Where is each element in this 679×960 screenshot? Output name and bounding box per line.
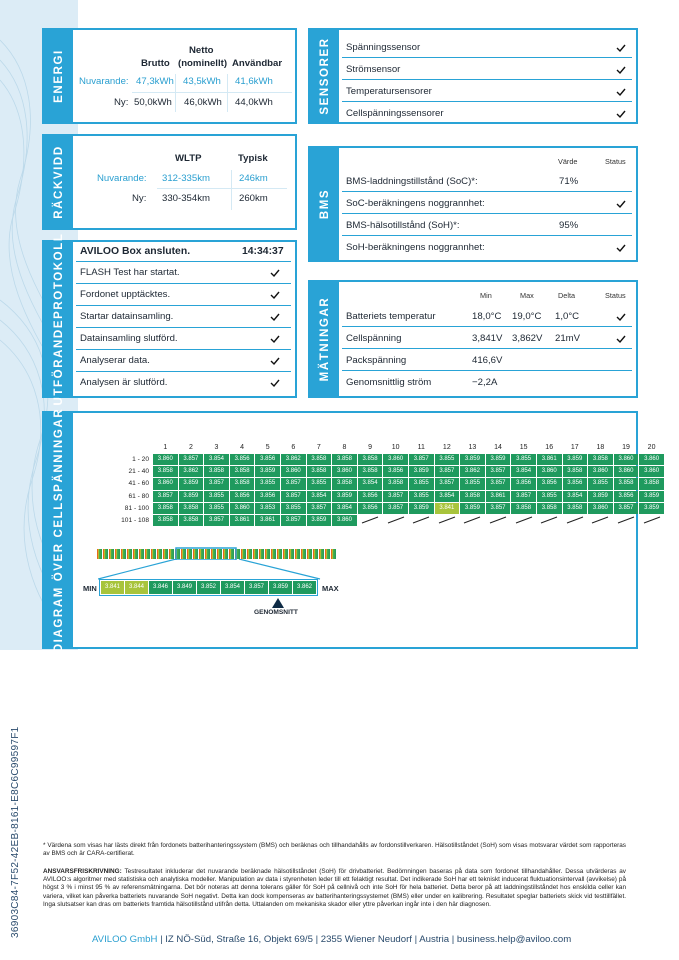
footer-address — [92, 934, 571, 945]
check-icon — [616, 43, 626, 53]
scale-cell: 3.862 — [293, 581, 316, 594]
empty-cell — [639, 515, 664, 526]
meas-cell-label: Cellspänning — [346, 333, 402, 344]
meas-pack-label: Packspänning — [346, 355, 407, 366]
voltage-scale — [99, 579, 318, 596]
protocol-time: 14:34:37 — [242, 246, 284, 257]
sensor-temperature: Temperatursensorer — [346, 86, 432, 97]
range-header-wltp: WLTP — [175, 153, 202, 164]
energy-current-usable: 41,6kWh — [235, 76, 273, 87]
cell-voltage: 3.858 — [307, 466, 332, 477]
gradient-segment — [301, 549, 306, 559]
cell-voltage: 3.858 — [153, 466, 178, 477]
meas-header-max: Max — [520, 291, 534, 300]
gradient-segment — [217, 549, 222, 559]
gradient-segment — [289, 549, 294, 559]
cell-row — [114, 478, 664, 489]
cell-voltage: 3.856 — [383, 466, 408, 477]
gradient-segment — [205, 549, 210, 559]
cell-voltage: 3.859 — [332, 491, 357, 502]
footnote: * Värdena som visas har lästs direkt från fordonets batterihanteringssystem (BMS) och beräknas och tillhandahålls av fordonstillverkaren. Hälsotillståndet (SoH) som visas motsvarar värdet som rapporteras av BMS och är CARA-certifierat. — [43, 842, 626, 858]
cell-voltage: 3.857 — [435, 478, 460, 489]
scale-cell: 3.841 — [101, 581, 124, 594]
check-icon — [270, 268, 280, 278]
cell-voltage: 3.859 — [460, 454, 485, 465]
column-header: 19 — [622, 444, 630, 451]
gradient-segment — [157, 549, 162, 559]
gradient-segment — [277, 549, 282, 559]
gradient-segment — [115, 549, 120, 559]
gradient-segment — [265, 549, 270, 559]
row-label: 1 - 20 — [132, 456, 149, 464]
cell-voltage: 3.858 — [460, 491, 485, 502]
bms-soc-accuracy-label: SoC-beräkningens noggrannhet: — [346, 198, 485, 209]
cell-voltage: 3.857 — [204, 515, 229, 526]
gradient-segment — [223, 549, 228, 559]
cell-voltage: 3.858 — [230, 466, 255, 477]
scale-cell: 3.852 — [197, 581, 220, 594]
cell-voltage: 3.861 — [486, 491, 511, 502]
average-marker-icon — [272, 598, 284, 608]
empty-cell — [460, 515, 485, 526]
cell-voltage: 3.856 — [537, 478, 562, 489]
cell-voltage: 3.860 — [588, 466, 613, 477]
cell-voltage: 3.858 — [563, 466, 588, 477]
range-panel — [42, 134, 297, 230]
gradient-segment — [181, 549, 186, 559]
gradient-segment — [313, 549, 318, 559]
column-header: 17 — [570, 444, 579, 451]
bms-panel — [308, 146, 638, 262]
scale-cell: 3.857 — [245, 581, 268, 594]
check-icon — [616, 109, 626, 119]
cell-voltage: 3.859 — [307, 515, 332, 526]
cell-voltage: 3.859 — [179, 491, 204, 502]
bms-soc-label: BMS-laddningstillstånd (SoC)*: — [346, 176, 478, 187]
cell-voltage: 3.855 — [511, 454, 536, 465]
protocol-panel — [42, 232, 297, 406]
scale-cell: 3.854 — [221, 581, 244, 594]
cell-diagram-title: DIAGRAM ÖVER CELLSPÄNNINGAR — [52, 407, 65, 653]
check-icon — [270, 356, 280, 366]
gradient-segment — [271, 549, 276, 559]
column-header: 5 — [265, 444, 270, 451]
bms-header-status: Status — [605, 157, 626, 166]
cell-voltage: 3.857 — [153, 491, 178, 502]
check-icon — [270, 378, 280, 388]
cell-voltage: 3.857 — [307, 503, 332, 514]
cell-voltage: 3.856 — [358, 491, 383, 502]
empty-cell — [409, 515, 434, 526]
gradient-segment — [319, 549, 324, 559]
gradient-segment — [211, 549, 216, 559]
protocol-item: Datainsamling slutförd. — [80, 333, 178, 344]
range-new-wltp: 330-354km — [162, 193, 210, 204]
cell-voltage: 3.854 — [435, 491, 460, 502]
gradient-segment — [199, 549, 204, 559]
cell-voltage: 3.861 — [230, 515, 255, 526]
range-title: RÄCKVIDD — [52, 145, 65, 219]
column-header: 11 — [417, 444, 425, 451]
energy-header-netto-sub: (nominellt) — [178, 58, 228, 69]
bms-soc-value: 71% — [559, 176, 579, 187]
gradient-segment — [139, 549, 144, 559]
gradient-segment — [193, 549, 198, 559]
cell-voltage: 3.862 — [281, 454, 306, 465]
cell-voltage: 3.859 — [588, 491, 613, 502]
column-header: 7 — [316, 444, 321, 451]
cell-voltage: 3.854 — [511, 466, 536, 477]
column-header: 4 — [240, 444, 245, 451]
cell-voltage: 3.854 — [563, 491, 588, 502]
row-label: 41 - 60 — [128, 480, 149, 488]
cell-voltage: 3.860 — [153, 478, 178, 489]
range-header-typical: Typisk — [238, 153, 268, 164]
gradient-segment — [121, 549, 126, 559]
cell-row — [114, 466, 664, 477]
meas-temp-max: 19,0°C — [512, 311, 542, 322]
protocol-item: FLASH Test har startat. — [80, 267, 180, 278]
scale-cell: 3.859 — [269, 581, 292, 594]
gradient-segment — [241, 549, 246, 559]
cell-row — [114, 503, 664, 514]
cell-voltage: 3.858 — [179, 503, 204, 514]
gradient-segment — [151, 549, 156, 559]
cell-voltage: 3.859 — [639, 491, 664, 502]
gradient-segment — [283, 549, 288, 559]
energy-current-brutto: 47,3kWh — [136, 76, 174, 87]
meas-cell-max: 3,862V — [512, 333, 543, 344]
cell-voltage: 3.860 — [614, 454, 639, 465]
cell-voltage: 3.861 — [255, 515, 280, 526]
cell-voltage: 3.857 — [435, 466, 460, 477]
cell-voltage: 3.860 — [614, 466, 639, 477]
disclaimer — [43, 868, 626, 909]
cell-voltage: 3.857 — [614, 503, 639, 514]
gradient-segment — [229, 549, 234, 559]
meas-header-delta: Delta — [558, 291, 576, 300]
gradient-segment — [145, 549, 150, 559]
meas-temp-delta: 1,0°C — [555, 311, 580, 322]
cell-voltage: 3.857 — [409, 454, 434, 465]
empty-cell — [537, 515, 562, 526]
energy-new-label: Ny: — [114, 97, 129, 108]
energy-new-netto: 46,0kWh — [184, 97, 222, 108]
gradient-segment — [253, 549, 258, 559]
check-icon — [616, 199, 626, 209]
empty-cell — [486, 515, 511, 526]
protocol-item: Analyserar data. — [80, 355, 150, 366]
range-current-typical: 246km — [239, 173, 268, 184]
cell-voltage: 3.858 — [153, 515, 178, 526]
check-icon — [616, 65, 626, 75]
cell-voltage: 3.855 — [588, 478, 613, 489]
bms-title: BMS — [318, 188, 331, 220]
disclaimer-title: ANSVARSFRISKRIVNING: — [43, 868, 122, 875]
cell-voltage: 3.856 — [255, 491, 280, 502]
energy-header-brutto: Brutto — [141, 58, 170, 69]
column-header: 10 — [391, 444, 400, 451]
cell-voltage: 3.857 — [179, 454, 204, 465]
column-header: 20 — [647, 444, 656, 451]
energy-new-brutto: 50,0kWh — [134, 97, 172, 108]
meas-temp-label: Batteriets temperatur — [346, 311, 436, 322]
column-header: 8 — [342, 444, 347, 451]
cell-voltage: 3.861 — [537, 454, 562, 465]
cell-voltage: 3.859 — [639, 503, 664, 514]
cell-voltage: 3.855 — [435, 454, 460, 465]
column-header: 2 — [188, 444, 193, 451]
range-current-wltp: 312-335km — [162, 173, 210, 184]
cell-voltage: 3.858 — [358, 454, 383, 465]
cell-voltage: 3.855 — [460, 478, 485, 489]
scale-cell: 3.846 — [149, 581, 172, 594]
check-icon — [616, 312, 626, 322]
meas-current-value: −2,2A — [472, 377, 498, 388]
cell-voltage: 3.859 — [409, 503, 434, 514]
cell-voltage: 3.856 — [511, 478, 536, 489]
scale-cell: 3.844 — [125, 581, 148, 594]
meas-header-min: Min — [480, 291, 492, 300]
cell-voltage: 3.860 — [639, 454, 664, 465]
column-header: 12 — [442, 444, 451, 451]
cell-voltage: 3.855 — [281, 503, 306, 514]
meas-temp-min: 18,0°C — [472, 311, 502, 322]
meas-current-label: Genomsnittlig ström — [346, 377, 432, 388]
cell-voltage: 3.854 — [358, 478, 383, 489]
energy-title: ENERGI — [52, 49, 65, 103]
cell-voltage: 3.855 — [409, 478, 434, 489]
cell-voltage: 3.858 — [537, 503, 562, 514]
cell-voltage: 3.858 — [153, 503, 178, 514]
cell-voltage: 3.856 — [563, 478, 588, 489]
gradient-segment — [247, 549, 252, 559]
cell-voltage: 3.859 — [255, 466, 280, 477]
cell-voltage: 3.857 — [281, 491, 306, 502]
row-label: 81 - 100 — [124, 504, 149, 512]
row-label: 61 - 80 — [128, 492, 149, 500]
cell-voltage: 3.856 — [230, 491, 255, 502]
energy-panel — [42, 28, 297, 124]
cell-voltage: 3.859 — [563, 454, 588, 465]
column-header: 15 — [519, 444, 528, 451]
footer-rest: | IZ NÖ-Süd, Straße 16, Objekt 69/5 | 2355 Wiener Neudorf | Austria | business.help@aviloo.com — [157, 934, 572, 945]
cell-voltage: 3.857 — [383, 491, 408, 502]
protocol-item: Startar datainsamling. — [80, 311, 174, 322]
cell-voltage-grid — [113, 441, 665, 527]
meas-cell-min: 3,841V — [472, 333, 503, 344]
cell-voltage: 3.858 — [204, 466, 229, 477]
cell-voltage: 3.857 — [486, 503, 511, 514]
empty-cell — [614, 515, 639, 526]
check-icon — [270, 290, 280, 300]
cell-voltage: 3.857 — [204, 478, 229, 489]
cell-voltage: 3.857 — [281, 515, 306, 526]
bms-soh-value: 95% — [559, 220, 579, 231]
cell-voltage: 3.858 — [383, 478, 408, 489]
cell-voltage: 3.858 — [588, 454, 613, 465]
column-header: 9 — [368, 444, 372, 451]
bms-header-value: Värde — [558, 157, 578, 166]
cell-row — [114, 515, 664, 526]
cell-voltage: 3.862 — [179, 466, 204, 477]
column-header: 14 — [494, 444, 502, 451]
cell-voltage: 3.841 — [435, 503, 460, 514]
empty-cell — [563, 515, 588, 526]
cell-voltage: 3.860 — [281, 466, 306, 477]
gradient-segment — [133, 549, 138, 559]
gradient-segment — [307, 549, 312, 559]
cell-voltage: 3.859 — [460, 503, 485, 514]
cell-voltage: 3.858 — [358, 466, 383, 477]
sensor-voltage: Spänningssensor — [346, 42, 421, 53]
cell-voltage: 3.857 — [511, 491, 536, 502]
cell-voltage: 3.854 — [307, 491, 332, 502]
cell-voltage: 3.860 — [639, 466, 664, 477]
protocol-item: Fordonet upptäcktes. — [80, 289, 171, 300]
range-current-label: Nuvarande: — [97, 173, 147, 184]
cell-voltage: 3.854 — [204, 454, 229, 465]
gradient-segment — [187, 549, 192, 559]
check-icon — [616, 243, 626, 253]
cell-voltage: 3.858 — [307, 454, 332, 465]
cell-voltage: 3.856 — [230, 454, 255, 465]
range-new-label: Ny: — [132, 193, 147, 204]
gradient-segment — [169, 549, 174, 559]
sensor-cell-voltage: Cellspänningssensorer — [346, 108, 444, 119]
cell-voltage: 3.854 — [332, 503, 357, 514]
gradient-segment — [103, 549, 108, 559]
energy-new-usable: 44,0kWh — [235, 97, 273, 108]
cell-voltage: 3.857 — [383, 503, 408, 514]
cell-voltage: 3.855 — [307, 478, 332, 489]
column-header: 3 — [214, 444, 219, 451]
cell-voltage: 3.858 — [614, 478, 639, 489]
measurements-panel — [308, 280, 638, 398]
cell-voltage: 3.857 — [486, 478, 511, 489]
footer-company: AVILOO GmbH — [92, 934, 158, 945]
row-label: 101 - 108 — [121, 517, 149, 525]
cell-voltage: 3.858 — [332, 478, 357, 489]
empty-cell — [435, 515, 460, 526]
protocol-heading: AVILOO Box ansluten. — [80, 246, 191, 257]
check-icon — [616, 87, 626, 97]
cell-voltage: 3.855 — [409, 491, 434, 502]
column-header: 16 — [545, 444, 554, 451]
cell-voltage: 3.855 — [204, 491, 229, 502]
cell-voltage: 3.860 — [588, 503, 613, 514]
empty-cell — [358, 515, 383, 526]
energy-current-netto: 43,5kWh — [183, 76, 221, 87]
cell-voltage: 3.857 — [486, 466, 511, 477]
gradient-segment — [259, 549, 264, 559]
cell-voltage: 3.860 — [332, 515, 357, 526]
empty-cell — [383, 515, 408, 526]
gradient-segment — [331, 549, 336, 559]
cell-voltage: 3.858 — [179, 515, 204, 526]
cell-voltage: 3.859 — [486, 454, 511, 465]
cell-voltage: 3.858 — [563, 503, 588, 514]
column-header: 6 — [291, 444, 296, 451]
cell-voltage: 3.859 — [409, 466, 434, 477]
meas-cell-delta: 21mV — [555, 333, 581, 344]
energy-header-usable: Användbar — [232, 58, 283, 69]
check-icon — [270, 312, 280, 322]
cell-voltage: 3.860 — [153, 454, 178, 465]
column-header: 18 — [596, 444, 605, 451]
cell-voltage: 3.853 — [255, 503, 280, 514]
gradient-segment — [127, 549, 132, 559]
cell-voltage: 3.858 — [332, 454, 357, 465]
cell-voltage: 3.855 — [255, 478, 280, 489]
scale-cell: 3.849 — [173, 581, 196, 594]
sensor-current: Strömsensor — [346, 64, 401, 75]
cell-voltage: 3.855 — [204, 503, 229, 514]
scale-max-label: MAX — [322, 584, 339, 593]
cell-row — [114, 454, 664, 465]
gradient-segment — [295, 549, 300, 559]
gradient-segment — [97, 549, 102, 559]
row-label: 21 - 40 — [128, 468, 149, 476]
column-header: 13 — [468, 444, 477, 451]
cell-voltage: 3.860 — [332, 466, 357, 477]
cell-row — [114, 491, 664, 502]
measurements-title: MÄTNINGAR — [318, 296, 331, 382]
cell-voltage: 3.856 — [255, 454, 280, 465]
zoom-connector — [98, 559, 323, 581]
bms-soh-accuracy-label: SoH-beräkningens noggrannhet: — [346, 242, 485, 253]
range-new-typical: 260km — [239, 193, 268, 204]
gradient-segment — [109, 549, 114, 559]
empty-cell — [588, 515, 613, 526]
energy-header-netto: Netto — [189, 45, 214, 56]
cell-voltage: 3.862 — [460, 466, 485, 477]
disclaimer-text: Testresultatet inkluderar det nuvarande beräknade hälsotillståndet (SoH) för drivbatteriet. Bedömningen baseras på data som fordonet tillhandahåller. Dessa utvärderas av AVILOO:s algoritmer med statistiska och analytiska modeller. Manipulation av data i styrenheten leder till ett felaktigt resultat. Det indikerade SoH har ett tekniskt inducerat fluktuationsintervall (avvikelse) på högst 3 % i minst 95 % av referensmätningarna. Det bör noteras att denna tolerans gäller för SoH på cellnivå och inte SoH för hela batteriet. Detta beror på att laddningstillståndet hos enskilda celler kan variera, vilket kan påverka batteriets nuvarande SoH negativt. Detta kan dock kompenseras av batterihanteringssystemet (BMS) eller under en kalibrering. Resultatet speglar batteriets skick vid testtillfället. Inga slutsatser kan dras om batteriets framtida hälsotillstånd utifrån detta. Uttalanden om mekaniska skador eller yttre påverkan ingår inte i den här diagnosen. — [43, 868, 626, 908]
column-header: 1 — [163, 444, 168, 451]
cell-voltage: 3.856 — [614, 491, 639, 502]
empty-cell — [511, 515, 536, 526]
cell-voltage: 3.858 — [511, 503, 536, 514]
cell-voltage: 3.858 — [639, 478, 664, 489]
check-icon — [616, 334, 626, 344]
protocol-item: Analysen är slutförd. — [80, 377, 168, 388]
meas-pack-value: 416,6V — [472, 355, 503, 366]
sensors-title: SENSORER — [318, 37, 331, 115]
document-id: 36903C84-7F52-42EB-8161-E8C6C99597F1 — [10, 726, 21, 938]
cell-voltage: 3.860 — [537, 466, 562, 477]
gradient-segment — [163, 549, 168, 559]
energy-current-label: Nuvarande: — [79, 76, 129, 87]
protocol-title: UTFÖRANDEPROTOKOLL — [52, 232, 65, 406]
sensors-panel — [308, 28, 638, 124]
cell-voltage: 3.860 — [230, 503, 255, 514]
cell-voltage: 3.856 — [358, 503, 383, 514]
cell-voltage: 3.855 — [537, 491, 562, 502]
cell-voltage: 3.858 — [230, 478, 255, 489]
gradient-segment — [325, 549, 330, 559]
scale-min-label: MIN — [83, 584, 97, 593]
cell-voltage: 3.860 — [383, 454, 408, 465]
meas-header-status: Status — [605, 291, 626, 300]
check-icon — [270, 334, 280, 344]
cell-voltage: 3.857 — [281, 478, 306, 489]
bms-soh-label: BMS-hälsotillstånd (SoH)*: — [346, 220, 460, 231]
cell-voltage: 3.859 — [179, 478, 204, 489]
average-label: GENOMSNITT — [254, 609, 298, 616]
